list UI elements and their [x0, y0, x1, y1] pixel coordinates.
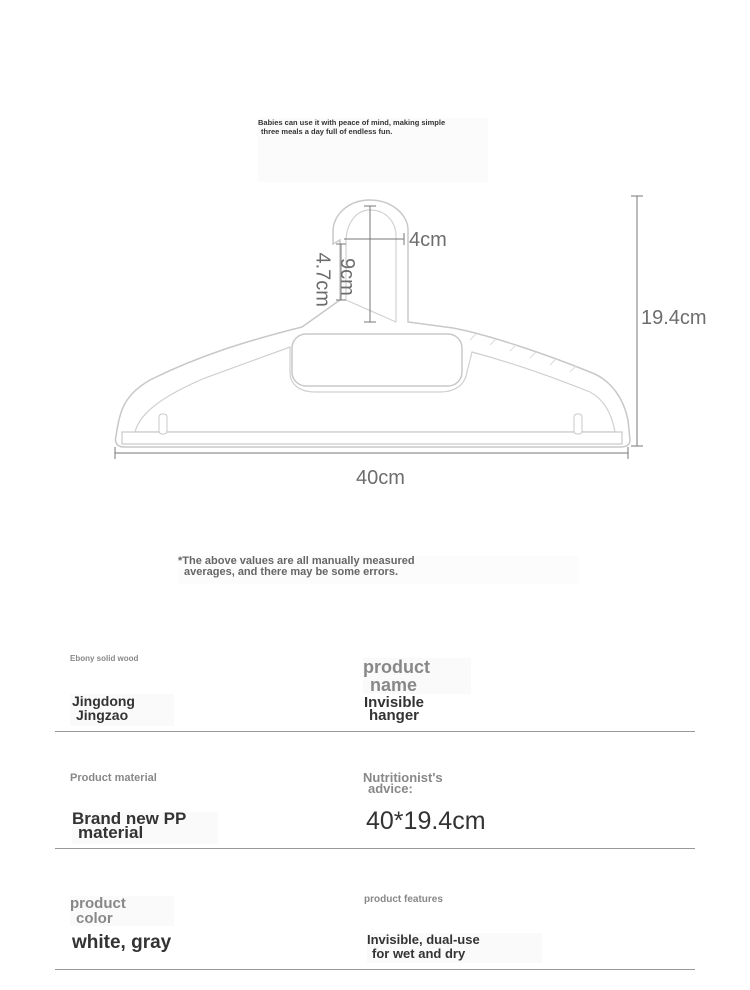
dim-label-neck-height: [311, 252, 334, 307]
dim-label-total-height: 19.4cm: [641, 307, 707, 329]
measurement-note: [178, 556, 578, 584]
row-divider-3: [55, 969, 695, 970]
row-divider-1: [55, 731, 695, 732]
spec-label-product-name-line-1: product: [363, 657, 430, 677]
spec-value-brand-line-2: Jingzao: [76, 707, 129, 723]
spec-label-advice-line-2: advice:: [368, 781, 413, 796]
spec-label-color-line-1: product: [70, 895, 126, 912]
row-divider-2: [55, 848, 695, 849]
dim-label-hook-height: [335, 258, 358, 296]
spec-value-product-name: [364, 696, 474, 722]
hanger-window: [292, 334, 462, 386]
spec-label-advice-line-1: Nutritionist's: [363, 770, 443, 785]
spec-value-features: [367, 933, 542, 963]
spec-label-material: Product material: [70, 772, 157, 784]
dim-label-hook-width: 4cm: [409, 229, 447, 251]
tagline-line-2: three meals a day full of endless fun.: [261, 127, 393, 136]
spec-value-material-line-1: Brand new PP: [72, 809, 187, 828]
spec-label-advice: [363, 772, 443, 794]
spec-label-product-name-line-2: name: [370, 675, 418, 695]
note-line-1: *The above values are all manually measured: [178, 555, 415, 567]
spec-value-material: [72, 809, 218, 844]
hanger-bottom-bar: [122, 432, 622, 444]
spec-label-features: product features: [364, 894, 443, 905]
spec-label-color: [70, 896, 174, 926]
spec-value-color: white, gray: [72, 932, 172, 953]
spec-value-features-line-2: for wet and dry: [372, 946, 466, 961]
note-line-2: averages, and there may be some errors.: [184, 566, 398, 578]
tagline-line-1: Babies can use it with peace of mind, making simple: [258, 118, 446, 127]
spec-value-features-line-1: Invisible, dual-use: [367, 932, 480, 947]
spec-value-brand: [70, 694, 174, 726]
spec-label-color-line-2: color: [76, 910, 113, 927]
spec-value-product-name-line-1: Invisible: [364, 694, 425, 711]
spec-label-brand-text: Ebony solid wood: [70, 654, 139, 663]
hanger-peg-left: [159, 414, 167, 434]
spec-value-material-line-2: material: [78, 823, 144, 842]
spec-value-size: 40*19.4cm: [366, 807, 486, 835]
dim-label-neck-height-text: 4.7cm: [311, 252, 334, 307]
dim-label-hook-height-text: 9cm: [336, 258, 358, 296]
hanger-peg-right: [574, 414, 582, 434]
spec-label-brand: [70, 654, 140, 663]
spec-label-product-name: [363, 658, 471, 694]
spec-value-product-name-line-2: hanger: [369, 707, 420, 724]
spec-value-brand-line-1: Jingdong: [72, 693, 135, 709]
dim-label-total-width: 40cm: [356, 467, 405, 489]
